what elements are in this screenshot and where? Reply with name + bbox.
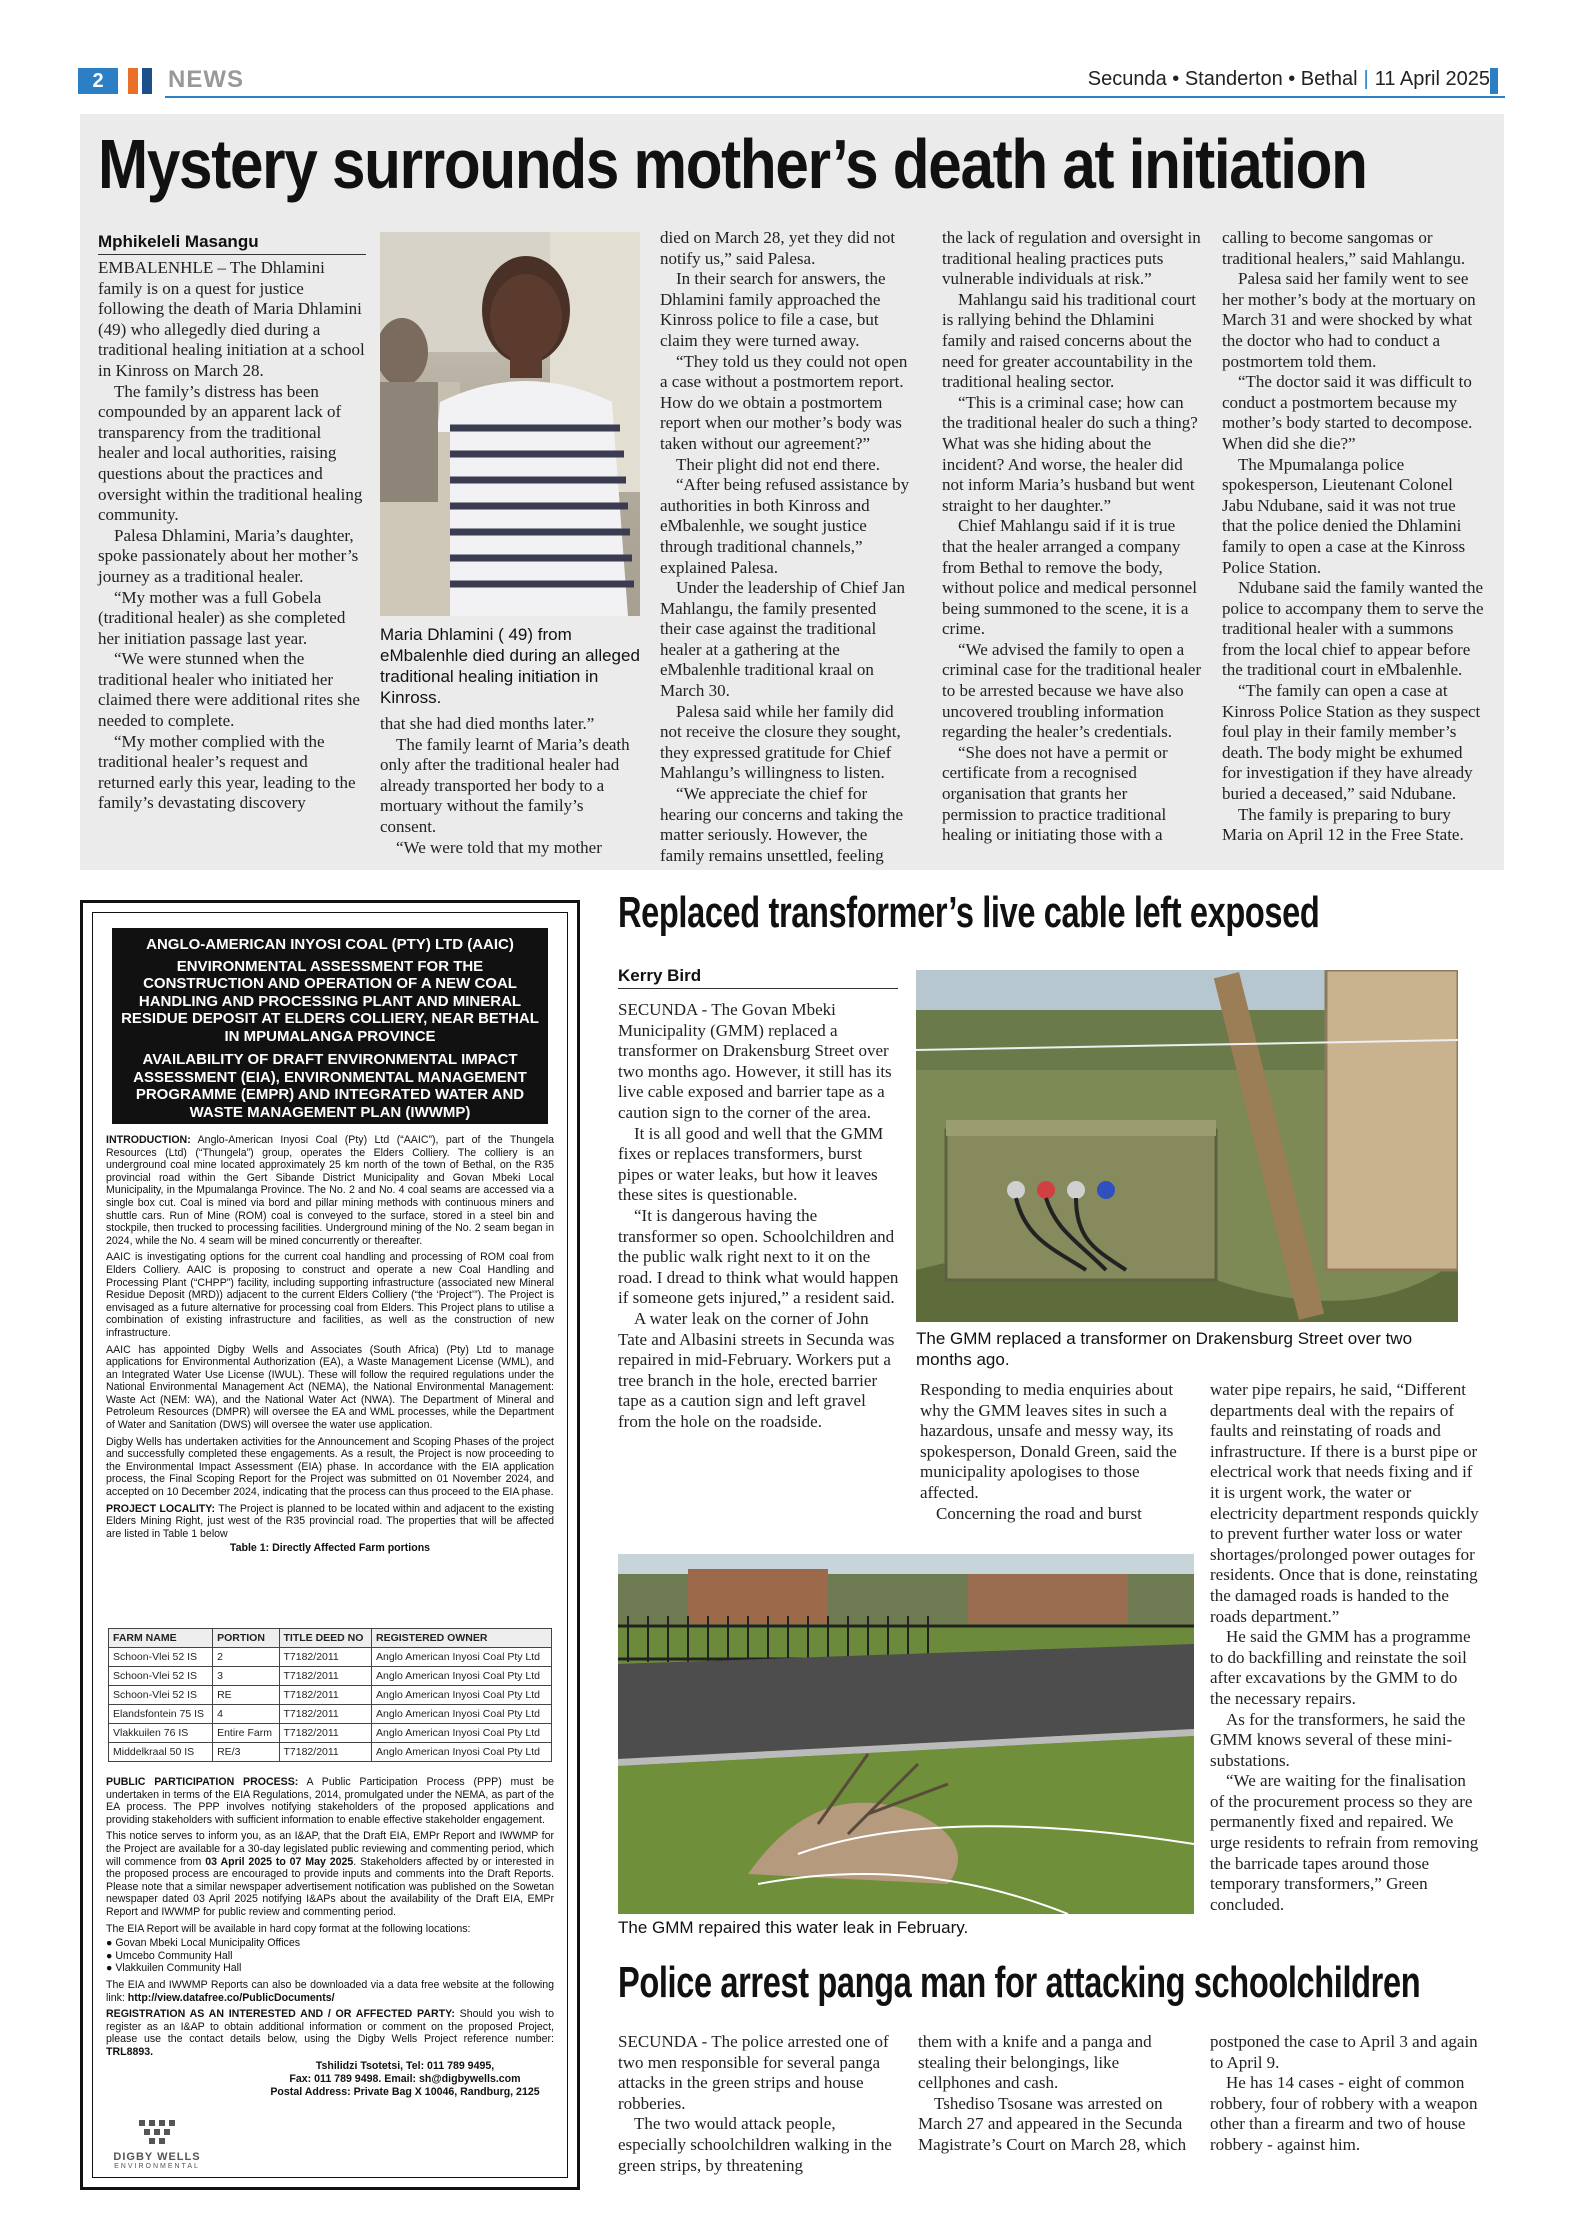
paragraph: The two would attack people, especially schoolchildren walking in the green strips, by threatening [618, 2114, 892, 2175]
paragraph: “We are waiting for the finalisation of the procurement process so they are permanently fixed and repaired. We urge residents to refrain from removing the barricade tapes around those temporary transformers,” Green concluded. [1210, 1771, 1479, 1914]
ad-intro: Anglo-American Inyosi Coal (Pty) Ltd (“AAIC”), part of the Thungela Resources (Ltd) (“Thungela”) group, operates the Elders Colliery. The colliery is an underground coal mine located approximately 25 km north of the town of Bethal, on the R35 provincial road within the Gert Sibande District Municipality and Govan Mbeki Local Municipality, in the Mpumalanga Province. The No. 2 and No. 4 coal seams are accessed via a single box cut. Coal is mined via bord and pillar mining methods with continuous miners and shuttle cars. Run of Mine (ROM) coal is conveyed to the surface, stored in a steel bin and stockpile, then trucked to processing facilities. Underground mining of the No. 2 seam began in 2024, while the No. 4 seam will be mined concurrently or thereafter. [106, 1134, 554, 1247]
list-item: ● Govan Mbeki Local Municipality Offices [106, 1937, 301, 1950]
paragraph: SECUNDA - The Govan Mbeki Municipality (GMM) replaced a transformer on Drakensburg Street over two months ago. However, it still has its live cable exposed and barrier tape as a caution sign to the corner of the area. [618, 1000, 892, 1122]
header-bar-orange [128, 68, 138, 94]
ad-ppp: A Public Participation Process (PPP) must be undertaken in terms of the EIA Regulations, 2014, promulgated under the NEMA, as part of the EA process. The PPP involves notifying stakeholders of the proposed applications and providing stakeholders with sufficient information to enable effective stakeholder engagement. [106, 1776, 555, 1826]
ad-body-upper [106, 1134, 554, 1555]
table-cell: 4 [213, 1705, 279, 1724]
logo-sub: ENVIRONMENTAL [114, 2163, 200, 2170]
portrait-illustration [380, 232, 640, 616]
ad-para-3: AAIC has appointed Digby Wells and Associates (South Africa) (Pty) Ltd to manage applications for Environmental Authorization (EA), a Waste Management License (WML), and an Integrated Water Use License (IWUL). These will follow the required regulations under the National Environmental Management Act (NEMA), the National Environmental Management: Waste Act (NEM: WA), and the National Water Act (NWA). The Department of Mineral and Petroleum Resources (DMPR) will oversee the EA and WML processes, while the Department of Water and Sanitation (DWS) will oversee the water use application. [106, 1343, 554, 1432]
table-cell: T7182/2011 [279, 1743, 372, 1762]
paragraph: “They told us they could not open a case without a postmortem report. How do we obtain a postmortem report when our mother’s body was taken without our agreement?” [660, 351, 908, 453]
logo-name: DIGBY WELLS [113, 2151, 201, 2163]
paragraph: Responding to media enquiries about why the GMM leaves sites in such a hazardous, unsafe and messy way, its spokesperson, Donald Green, said the municipality apologises to those affected. [920, 1380, 1177, 1502]
digby-wells-logo [112, 2118, 202, 2174]
table-cell: T7182/2011 [279, 1724, 372, 1743]
paragraph: He said the GMM has a programme to do backfilling and reinstate the soil after excavations by the GMM to do the necessary repairs. [1210, 1627, 1471, 1708]
panga-headline: Police arrest panga man for attacking schoolchildren [618, 1958, 1421, 2007]
lead-byline: Mphikeleli Masangu [98, 232, 259, 251]
ad-header-block [112, 928, 548, 1124]
header-end-bar [1490, 68, 1498, 94]
page-number: 2 [78, 68, 118, 94]
table-header-cell: TITLE DEED NO [279, 1629, 372, 1648]
paragraph: “We were told that my mother [396, 837, 602, 857]
paragraph: Palesa said while her family did not receive the closure they sought, they expressed gratitude for Chief Mahlangu’s willingness to listen. [660, 701, 901, 783]
table-cell: 3 [213, 1667, 279, 1686]
ad-subtitle: AVAILABILITY OF DRAFT ENVIRONMENTAL IMPACT ASSESSMENT (EIA), ENVIRONMENTAL MANAGEMENT PROGRAMME (EMPR) AND INTEGRATED WATER AND WASTE MANAGEMENT PLAN (IWWMP) [133, 1051, 527, 1121]
byline-rule-2 [618, 988, 898, 989]
ad-locations-list [106, 1937, 554, 1975]
ad-notice-dates: 03 April 2025 to 07 May 2025 [205, 1855, 354, 1868]
paragraph: “We appreciate the chief for hearing our concerns and taking the matter seriously. However, the family remains unsettled, feeling [660, 784, 904, 865]
table-header-cell: REGISTERED OWNER [372, 1629, 552, 1648]
table-row [109, 1667, 552, 1686]
table-cell: T7182/2011 [279, 1667, 372, 1686]
paragraph: “It is dangerous having the transformer so open. Schoolchildren and the public walk right next to it on the road. I dread to think what would happen if someone gets injured,” a resident said. [618, 1205, 899, 1308]
paragraph: The family’s distress has been compounded by an apparent lack of transparency from the traditional healer and local authorities, raising questions about the practices and oversight within the traditional healing community. [98, 381, 363, 525]
ad-contact-postal: Postal Address: Private Bag X 10046, Randburg, 2125 [270, 2086, 540, 2099]
ad-para-2: AAIC is investigating options for the current coal handling and processing of ROM coal from Elders Colliery. AAIC is proposing to construct and operate a new Coal Handling and Processing Plant (“CHPP”) facility, including supporting infrastructure (associated new Mineral Residue Deposit (MRD)) adjacent to the current Elders Colliery (“the ‘Project’”). The Project is envisaged as a future alternative for processing coal from Elders. This Project plans to utilise a combination of existing infrastructure and facilities, as well as the construction of new infrastructure. [106, 1251, 554, 1339]
paragraph: Concerning the road and burst [936, 1503, 1142, 1523]
table-cell: T7182/2011 [279, 1686, 372, 1705]
table-cell: T7182/2011 [279, 1705, 372, 1724]
paragraph: Palesa said her family went to see her mother’s body at the mortuary on March 31 and were shocked by what the doctor who had to conduct a postmortem told them. [1222, 269, 1476, 371]
paragraph: Tshediso Tsosane was arrested on March 27 and appeared in the Secunda Magistrate’s Court on March 28, which [918, 2093, 1187, 2154]
ad-locations-intro: The EIA Report will be available in hard copy format at the following locations: [106, 1922, 471, 1935]
lead-photo-caption: Maria Dhlamini ( 49) from eMbalenhle died during an alleged traditional healing initiation in Kinross. [380, 625, 640, 707]
ad-title: ENVIRONMENTAL ASSESSMENT FOR THE CONSTRUCTION AND OPERATION OF A NEW COAL HANDLING AND PROCESSING PLANT AND MINERAL RESIDUE DEPOSIT AT ELDERS COLLIERY, NEAR BETHAL IN MPUMALANGA PROVINCE [121, 957, 539, 1045]
table-cell: Anglo American Inyosi Coal Pty Ltd [372, 1705, 552, 1724]
panga-column-3 [1210, 2032, 1482, 2156]
paragraph: The family learnt of Maria’s death only after the traditional healer had already transported her body to a mortuary without the family’s consent. [380, 734, 630, 836]
paragraph: SECUNDA - The police arrested one of two men responsible for several panga attacks in the green strips and house robberies. [618, 2032, 889, 2113]
ad-para-4: Digby Wells has undertaken activities for the Announcement and Scoping Phases of the project and successfully completed these engagements. As a result, the Project is now proceeding to the Environmental Impact Assessment (EIA) phase. In accordance with the EIA application process, the Final Scoping Report for the Project was submitted on 01 November 2024, and accepted on 10 December 2024, indicating that the process can thus proceed to the EIA phase. [106, 1435, 554, 1499]
lead-column-3 [660, 228, 910, 866]
ad-locality: The Project is planned to be located within and adjacent to the existing Elders Mining Right, just west of the R35 provincial road. The properties that will be affected are listed in Table 1 below [106, 1502, 554, 1540]
paragraph: Under the leadership of Chief Jan Mahlangu, the family presented their case against the traditional healer at a gathering at the eMbalenhle traditional kraal on March 30. [660, 578, 905, 701]
lead-column-4 [942, 228, 1202, 846]
section-label: NEWS [168, 66, 244, 93]
paragraph: The Mpumalanga police spokesperson, Lieutenant Colonel Jabu Ndubane, said it was not true that the police denied the Dhlamini family to open a case at the Kinross Police Station. [1222, 454, 1466, 577]
ad-intro-label: INTRODUCTION: [106, 1134, 191, 1146]
paragraph: “The doctor said it was difficult to conduct a postmortem because my mother’s body started to decompose. When did she die?” [1222, 372, 1473, 453]
lead-column-2 [380, 714, 640, 858]
table-cell: Anglo American Inyosi Coal Pty Ltd [372, 1667, 552, 1686]
water-leak-photo [618, 1554, 1194, 1914]
ad-table-title: Table 1: Directly Affected Farm portions [229, 1542, 431, 1555]
list-item: ● Vlakkuilen Community Hall [106, 1962, 242, 1975]
transformer-column-3 [1210, 1380, 1482, 1915]
table-row [109, 1743, 552, 1762]
ad-notice-b: . Stakeholders affected by or interested in the proposed process are encouraged to provide inputs and comments into the Draft Reports. Please note that a similar newspaper advertisement notification was published on the Sowetan newspaper dated 03 April 2025 notifying I&APs about the availability of the Draft EIA, EMPr Report and IWWMP for public review and commenting period. [106, 1855, 554, 1918]
paragraph: The family is preparing to bury Maria on April 12 in the Free State. [1222, 804, 1464, 845]
paragraph: “We were stunned when the traditional healer who initiated her claimed there were additional rites she needed to complete. [98, 649, 360, 731]
paragraph: EMBALENHLE – The Dhlamini family is on a quest for justice following the death of Maria Dhlamini (49) who allegedly died during a traditional healing initiation at a school in Kinross on March 28. [98, 258, 365, 380]
table-cell: Anglo American Inyosi Coal Pty Ltd [372, 1686, 552, 1705]
paragraph: “The family can open a case at Kinross Police Station as they suspect foul play in their family member’s death. The body might be exhumed for investigation if they have already buried a deceased,” said Ndubane. [1222, 681, 1481, 804]
table-cell: Middelkraal 50 IS [109, 1743, 213, 1762]
table-cell: Entire Farm [213, 1724, 279, 1743]
transformer-column-1 [618, 1000, 900, 1432]
paragraph: Palesa Dhlamini, Maria’s daughter, spoke passionately about her mother’s journey as a traditional healer. [98, 525, 359, 586]
ad-body-lower [106, 1776, 554, 2099]
ad-download-text: The EIA and IWWMP Reports can also be downloaded via a data free website at the following link: [106, 1978, 554, 2004]
table-cell: Schoon-Vlei 52 IS [109, 1686, 213, 1705]
ad-ppp-label: PUBLIC PARTICIPATION PROCESS: [106, 1776, 299, 1788]
ad-company: ANGLO-AMERICAN INYOSI COAL (PTY) LTD (AAIC) [146, 936, 514, 953]
farm-portions-table [108, 1628, 552, 1762]
table-cell: RE [213, 1686, 279, 1705]
paragraph: In their search for answers, the Dhlamini family approached the Kinross police to file a case, but claim they were turned away. [660, 269, 886, 350]
paragraph: Ndubane said the family wanted the police to accompany them to serve the traditional healer with a summons from the local chief to appear before the traditional court in eMbalenhle. [1222, 578, 1484, 680]
header-bar-blue [142, 68, 152, 94]
paragraph: them with a knife and a panga and stealing their belongings, like cellphones and cash. [918, 2032, 1152, 2093]
table-cell: Schoon-Vlei 52 IS [109, 1648, 213, 1667]
table-cell: Anglo American Inyosi Coal Pty Ltd [372, 1648, 552, 1667]
ad-download-link[interactable]: http://view.datafree.co/PublicDocuments/ [127, 1991, 335, 2004]
table-row [109, 1705, 552, 1724]
table-cell: Anglo American Inyosi Coal Pty Ltd [372, 1724, 552, 1743]
issue-date: 11 April 2025 [1374, 68, 1490, 90]
transformer-column-2 [920, 1380, 1186, 1524]
paragraph: “After being refused assistance by authorities in both Kinross and eMbalenhle, we sought justice through traditional channels,” explained Palesa. [660, 475, 910, 577]
transformer-headline: Replaced transformer’s live cable left exposed [618, 888, 1320, 937]
header-rule [165, 96, 1505, 98]
lead-column-5 [1222, 228, 1484, 846]
transformer-photo [916, 970, 1458, 1322]
table-cell: Vlakkuilen 76 IS [109, 1724, 213, 1743]
maria-dhlamini-photo [380, 232, 640, 616]
list-item: ● Umcebo Community Hall [106, 1949, 233, 1962]
table-cell: Schoon-Vlei 52 IS [109, 1667, 213, 1686]
paragraph: He has 14 cases - eight of common robbery, four of robbery with a weapon other than a firearm and two of house robbery - against him. [1210, 2073, 1478, 2154]
edition-label: Secunda • Standerton • Bethal [1087, 68, 1358, 90]
transformer-photo-caption: The GMM replaced a transformer on Drakensburg Street over two months ago. [916, 1329, 1413, 1369]
table-cell: T7182/2011 [279, 1648, 372, 1667]
table-cell: 2 [213, 1648, 279, 1667]
table-row [109, 1648, 552, 1667]
dateline-separator: | [1363, 68, 1369, 90]
lead-column-1 [98, 258, 366, 814]
paragraph: Chief Mahlangu said if it is true that the healer arranged a company from Bethal to remove the body, without police and medical personnel being summoned to the scene, it is a crime. [942, 516, 1197, 639]
paragraph: the lack of regulation and oversight in traditional healing practices puts vulnerable individuals at risk.” [942, 228, 1201, 289]
paragraph: “My mother was a full Gobela (traditional healer) as she completed her initiation passage last year. [98, 587, 346, 648]
table-header-cell: FARM NAME [109, 1629, 213, 1648]
paragraph: A water leak on the corner of John Tate and Albasini streets in Secunda was repaired in mid-February. Workers put a tree branch in the hole, erected barrier tape as a caution sign and left gravel from the hole on the roadside. [618, 1308, 895, 1431]
paragraph: “My mother complied with the traditional healer’s request and returned early this year, leading to the family’s devastating discovery [98, 731, 356, 813]
paragraph: As for the transformers, he said the GMM knows several of these mini-substations. [1210, 1709, 1466, 1770]
paragraph: “We advised the family to open a criminal case for the traditional healer to be arrested because we have also uncovered troubling information regarding the healer’s credentials. [942, 639, 1202, 742]
table-row [109, 1724, 552, 1743]
ad-registration-label: REGISTRATION AS AN INTERESTED AND / OR AFFECTED PARTY: [106, 2008, 455, 2021]
table-header-cell: PORTION [213, 1629, 279, 1648]
table-cell: Elandsfontein 75 IS [109, 1705, 213, 1724]
byline-rule [98, 254, 366, 255]
table-cell: Anglo American Inyosi Coal Pty Ltd [372, 1743, 552, 1762]
paragraph: “This is a criminal case; how can the traditional healer do such a thing? What was she hiding about the incident? And worse, the healer did not inform Maria’s husband but went straight to her daughter.” [942, 392, 1198, 515]
water-leak-illustration [618, 1554, 1194, 1914]
dateline [1088, 68, 1490, 91]
water-leak-photo-caption: The GMM repaired this water leak in February. [618, 1918, 969, 1937]
ad-locality-label: PROJECT LOCALITY: [106, 1502, 216, 1515]
paragraph: It is all good and well that the GMM fixes or replaces transformers, burst pipes or water leaks, but how it leaves these sites is questionable. [618, 1123, 884, 1205]
logo-mark-icon [137, 2118, 177, 2146]
paragraph: Mahlangu said his traditional court is rallying behind the Dhlamini family and raised concerns about the need for greater accountability in the traditional healing sector. [942, 289, 1196, 392]
ad-contact-fax: Fax: 011 789 9498. Email: sh@digbywells.com [289, 2073, 521, 2086]
ad-reference-number: TRL8893. [106, 2045, 154, 2058]
paragraph: “She does not have a permit or certificate from a recognised organisation that grants her permission to practice traditional healing or initiating those with a [942, 742, 1168, 845]
table-row [109, 1686, 552, 1705]
transformer-byline: Kerry Bird [618, 966, 702, 985]
table-header-row [109, 1629, 552, 1648]
lead-headline: Mystery surrounds mother’s death at initiation [98, 125, 1367, 203]
paragraph: calling to become sangomas or traditional healers,” said Mahlangu. [1222, 228, 1466, 268]
paragraph: died on March 28, yet they did not notify us,” said Palesa. [660, 228, 896, 268]
paragraph: Their plight did not end there. [676, 454, 880, 474]
panga-column-2 [918, 2032, 1190, 2156]
paragraph: postponed the case to April 3 and again to April 9. [1210, 2032, 1478, 2072]
ad-registration: Should you wish to register as an I&AP to obtain additional information or comment on the proposed Project, please use the contact details below, using the Digby Wells Project reference number: [106, 2008, 554, 2046]
ad-notice-a: This notice serves to inform you, as an I&AP, that the Draft EIA, EMPr Report and IWWMP for the Project are available for a 30-day legislated public reviewing and commenting period, which will commence from [106, 1830, 554, 1868]
paragraph: that she had died months later.” [380, 714, 595, 733]
panga-column-1 [618, 2032, 900, 2176]
table-cell: RE/3 [213, 1743, 279, 1762]
ad-contact-name: Tshilidzi Tsotetsi, Tel: 011 789 9495, [315, 2060, 495, 2073]
paragraph: water pipe repairs, he said, “Different departments deal with the repairs of faults and reinstating of roads and infrastructure. If there is a burst pipe or electrical work that needs fixing and if it is urgent work, the water or electricity department responds quickly to prevent further water loss or water shortages/prolonged power outages for residents. Once that is done, reinstating the damaged roads is handed to the roads department.” [1210, 1380, 1479, 1626]
transformer-illustration [916, 970, 1458, 1322]
